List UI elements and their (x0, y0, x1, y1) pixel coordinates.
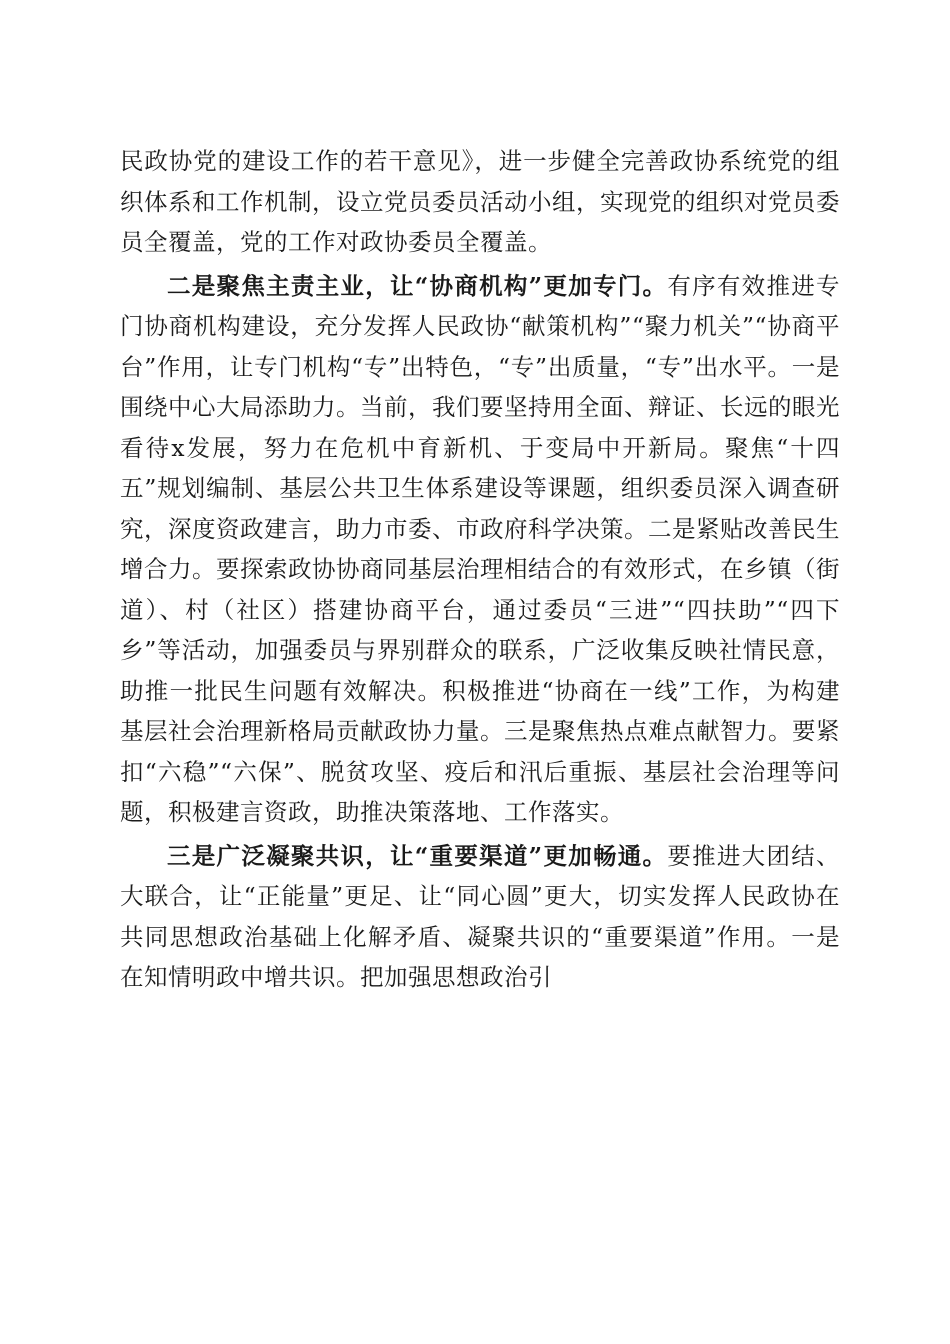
paragraph-lead-heading: 二是聚焦主责主业，让“协商机构”更加专门。 (167, 271, 668, 300)
paragraph-body: 有序有效推进专门协商机构建设，充分发挥人民政协“献策机构”“聚力机关”“协商平台”作用，让专门机构“专”出特色，“专”出质量，“专”出水平。一是围绕中心大局添助力。当前，我们要坚持用全面、辩证、长远的眼光看待x发展，努力在危机中育新机、于变局中开新局。聚焦“十四五”规划编制、基层公共卫生体系建设等课题，组织委员深入调查研究，深度资政建言，助力市委、市政府科学决策。二是紧贴改善民生增合力。要探索政协协商同基层治理相结合的有效形式，在乡镇（街道）、村（社区）搭建协商平台，通过委员“三进”“四扶助”“四下乡”等活动，加强委员与界别群众的联系，广泛收集反映社情民意，助推一批民生问题有效解决。积极推进“协商在一线”工作，为构建基层社会治理新格局贡献政协力量。三是聚焦热点难点献智力。要紧扣“六稳”“六保”、脱贫攻坚、疫后和汛后重振、基层社会治理等问题，积极建言资政，助推决策落地、工作落实。 (120, 271, 840, 826)
paragraph-body: 民政协党的建设工作的若干意见》，进一步健全完善政协系统党的组织体系和工作机制，设立党员委员活动小组，实现党的组织对党员委员全覆盖，党的工作对政协委员全覆盖。 (120, 147, 840, 256)
document-body (120, 141, 840, 998)
paragraph-build-consensus (120, 836, 840, 998)
paragraph-focus-main-duty (120, 266, 840, 833)
paragraph-continuation (120, 141, 840, 263)
paragraph-body: 要推进大团结、大联合，让“正能量”更足、让“同心圆”更大，切实发挥人民政协在共同思想政治基础上化解矛盾、凝聚共识的“重要渠道”作用。一是在知情明政中增共识。把加强思想政治引 (120, 841, 840, 991)
paragraph-lead-heading: 三是广泛凝聚共识，让“重要渠道”更加畅通。 (167, 841, 668, 870)
